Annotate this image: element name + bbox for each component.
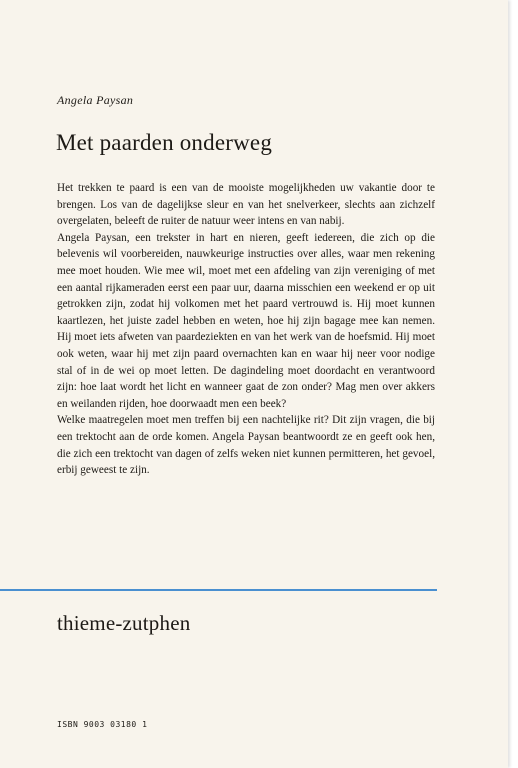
publisher-name: thieme-zutphen bbox=[57, 611, 191, 635]
isbn-number: ISBN 9003 03180 1 bbox=[57, 720, 148, 729]
blurb-text bbox=[57, 180, 435, 479]
blurb-paragraph: Angela Paysan, een trekster in hart en nieren, geeft iedereen, die zich op die belevenis wil voorbereiden, nauwkeurige instructies over alles, waar men rekening mee moet houden. Wie mee wil, moet met een afdeling van zijn vereniging of met een aantal rijkameraden eerst een paar uur, daarna misschien een weekend er op uit getrokken zijn, zodat hij volkomen met het paard vertrouwd is. Hij moet kunnen kaartlezen, het juiste zadel hebben en weten, hoe hij zijn bagage mee kan nemen. Hij moet iets afweten van paardeziekten en van het werk van de hoefsmid. Hij moet ook weten, waar hij met zijn paard overnachten kan en waar hij neer voor nodige stal of in de wei op moet letten. De dagindeling moet doordacht en verantwoord zijn: hoe laat wordt het licht en wanneer gaat de zon onder? Mag men over akkers en weilanden rijden, hoe doorwaadt men een beek? bbox=[57, 231, 435, 410]
blurb-paragraph: Het trekken te paard is een van de mooiste mogelijkheden uw vakantie door te brengen. Los van de dagelijkse sleur en van het snelverkeer, slechts aan zichzelf overgelaten, beleeft de ruiter de natuur weer intens en van nabij. bbox=[57, 182, 435, 228]
blue-divider bbox=[0, 589, 437, 591]
author-name: Angela Paysan bbox=[57, 93, 134, 107]
book-title: Met paarden onderweg bbox=[56, 130, 273, 155]
blurb-paragraph: Welke maatregelen moet men treffen bij een nachtelijke rit? Dit zijn vragen, die bij een trektocht aan de orde komen. Angela Paysan beantwoordt ze en geeft ook hen, die zich een trektocht van dagen of zelfs weken niet kunnen permitteren, het gevoel, erbij geweest te zijn. bbox=[57, 414, 435, 477]
